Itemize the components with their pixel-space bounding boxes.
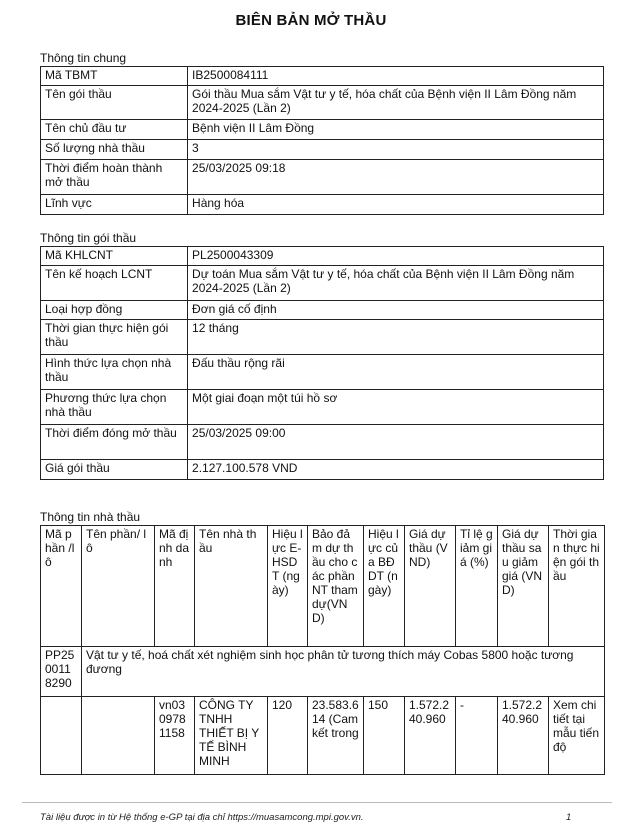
- kv-value: 25/03/2025 09:18: [188, 160, 604, 195]
- kv-label: Thời gian thực hiện gói thầu: [41, 320, 188, 355]
- empty-cell: [82, 697, 155, 775]
- kv-label: Loại hợp đồng: [41, 301, 188, 320]
- kv-value: 3: [188, 140, 604, 160]
- kv-label: Tên gói thầu: [41, 86, 188, 120]
- bid-price: 1.572.240.960: [405, 697, 456, 775]
- kv-value: 12 tháng: [188, 320, 604, 355]
- kv-value: Bệnh viện II Lâm Đồng: [188, 120, 604, 140]
- kv-value: IB2500084111: [188, 67, 604, 86]
- column-header: Mã định danh: [155, 526, 195, 647]
- kv-label: Mã KHLCNT: [41, 247, 188, 266]
- kv-label: Thời điểm đóng mở thầu: [41, 425, 188, 460]
- column-header: Giá dự thầu sau giảm giá (VND): [498, 526, 549, 647]
- kv-value: 25/03/2025 09:00: [188, 425, 604, 460]
- bidder-id: vn0309781158: [155, 697, 195, 775]
- column-header: Tỉ lệ giảm giá (%): [456, 526, 498, 647]
- lot-name: Vật tư y tế, hoá chất xét nghiệm sinh học phân tử tương thích máy Cobas 5800 hoặc tương đương: [82, 647, 605, 697]
- kv-value: Đơn giá cố định: [188, 301, 604, 320]
- bidder-info-heading: Thông tin nhà thầu: [40, 510, 141, 524]
- kv-value: Gói thầu Mua sắm Vật tư y tế, hóa chất của Bệnh viện II Lâm Đồng năm 2024-2025 (Lần 2): [188, 86, 604, 120]
- package-info-table: [40, 246, 604, 480]
- kv-label: Phương thức lựa chọn nhà thầu: [41, 390, 188, 425]
- general-info-table: [40, 66, 604, 215]
- price-after-discount: 1.572.240.960: [498, 697, 549, 775]
- kv-label: Số lượng nhà thầu: [41, 140, 188, 160]
- kv-label: Tên chủ đầu tư: [41, 120, 188, 140]
- general-info-heading: Thông tin chung: [40, 51, 127, 65]
- kv-label: Mã TBMT: [41, 67, 188, 86]
- bid-guarantee: 23.583.614 (Cam kết trong: [308, 697, 364, 775]
- column-header: Tên nhà thầu: [195, 526, 268, 647]
- package-info-heading: Thông tin gói thầu: [40, 231, 137, 245]
- bidder-table-header: [41, 526, 605, 647]
- footer-divider: [22, 802, 612, 803]
- column-header: Mã phần /lô: [41, 526, 82, 647]
- discount-rate: -: [456, 697, 498, 775]
- table-row: [41, 697, 605, 775]
- column-header: Hiệu lực của BĐDT (ngày): [364, 526, 405, 647]
- column-header: Thời gian thực hiện gói thầu: [549, 526, 605, 647]
- kv-label: Giá gói thầu: [41, 460, 188, 480]
- kv-value: PL2500043309: [188, 247, 604, 266]
- column-header: Bảo đảm dự thầu cho các phần NT tham dự(VND): [308, 526, 364, 647]
- kv-value: Đấu thầu rộng rãi: [188, 355, 604, 390]
- execution-time: Xem chi tiết tại mẫu tiến độ: [549, 697, 605, 775]
- empty-cell: [41, 697, 82, 775]
- footer-text: Tài liệu được in từ Hệ thống e-GP tại địa chỉ https://muasamcong.mpi.gov.vn.: [40, 812, 364, 823]
- page-title: BIÊN BẢN MỞ THẦU: [235, 12, 387, 29]
- column-header: Giá dự thầu (VND): [405, 526, 456, 647]
- lot-code: PP2500118290: [41, 647, 82, 697]
- kv-value: 2.127.100.578 VND: [188, 460, 604, 480]
- column-header: Tên phần/ lô: [82, 526, 155, 647]
- page-number: 1: [566, 812, 572, 823]
- kv-label: Hình thức lựa chọn nhà thầu: [41, 355, 188, 390]
- kv-value: Một giai đoạn một túi hồ sơ: [188, 390, 604, 425]
- kv-value: Dự toán Mua sắm Vật tư y tế, hóa chất của Bệnh viện II Lâm Đồng năm 2024-2025 (Lần 2): [188, 266, 604, 301]
- kv-label: Tên kế hoạch LCNT: [41, 266, 188, 301]
- lot-row: [41, 647, 605, 697]
- bid-validity: 120: [268, 697, 308, 775]
- bidder-name: CÔNG TY TNHH THIẾT BỊ Y TẾ BÌNH MINH: [195, 697, 268, 775]
- guarantee-validity: 150: [364, 697, 405, 775]
- bidder-table: [40, 525, 605, 775]
- kv-label: Thời điểm hoàn thành mở thầu: [41, 160, 188, 195]
- column-header: Hiệu lực E-HSDT (ngày): [268, 526, 308, 647]
- kv-value: Hàng hóa: [188, 195, 604, 215]
- kv-label: Lĩnh vực: [41, 195, 188, 215]
